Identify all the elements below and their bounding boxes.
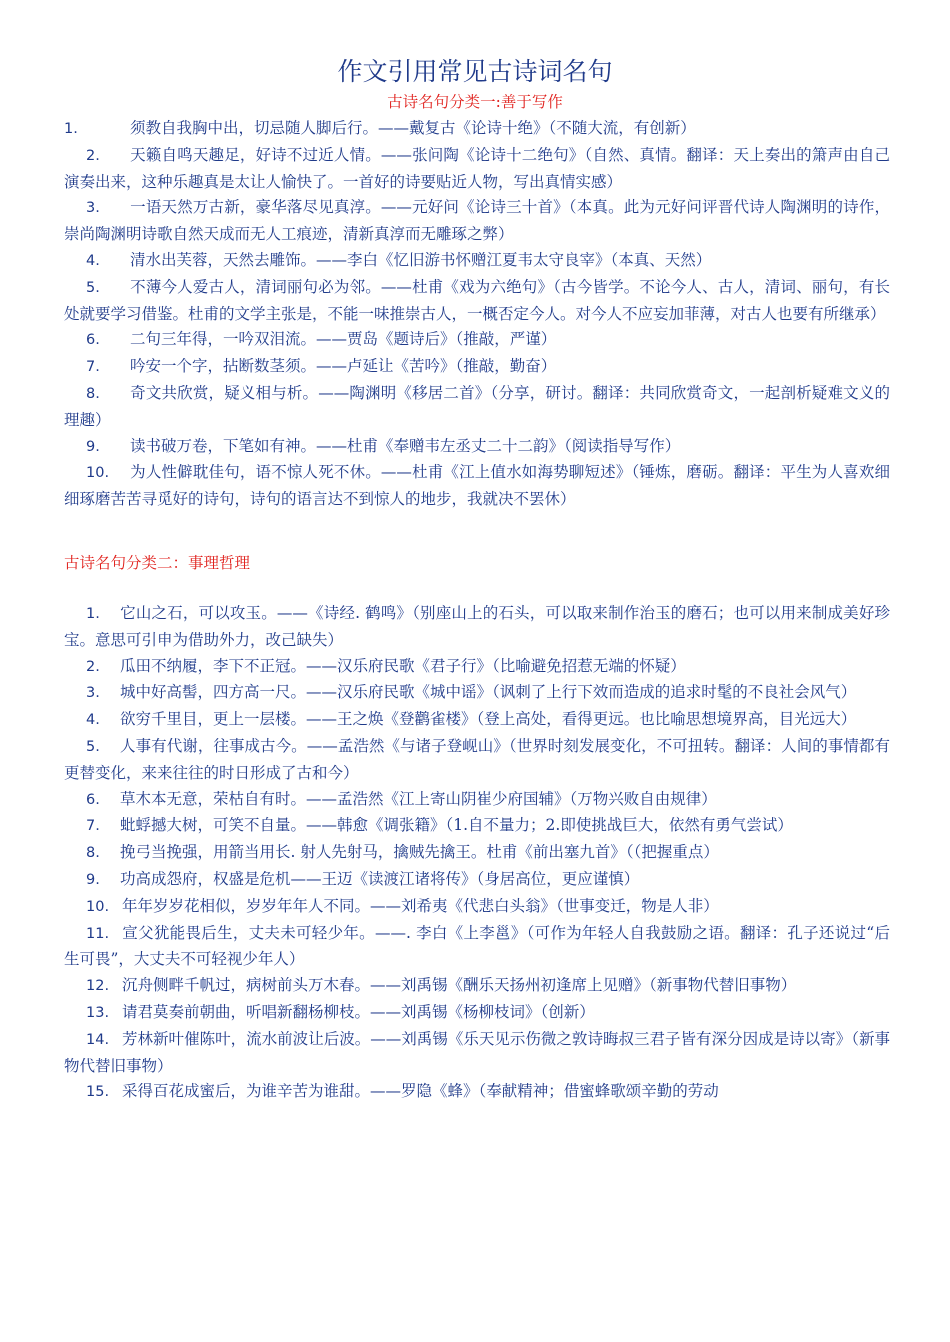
item-number: 2. xyxy=(86,658,100,675)
section-heading-1: 古诗名句分类一:善于写作 xyxy=(387,93,563,111)
quote-item xyxy=(64,1079,890,1106)
item-number: 15. xyxy=(86,1084,110,1101)
item-number: 8. xyxy=(86,845,100,862)
item-text: 功高成怨府，权盛是危机——王迈《读渡江诸将传》（身居高位，更应谨慎） xyxy=(120,869,640,888)
section-heading-2: 古诗名句分类二：事理哲理 xyxy=(64,554,251,572)
quote-item xyxy=(64,460,890,513)
item-number: 10. xyxy=(86,898,110,915)
item-number: 4. xyxy=(86,252,100,269)
quote-item xyxy=(64,601,890,654)
item-text: 采得百花成蜜后，为谁辛苦为谁甜。——罗隐《蜂》（奉献精神；借蜜蜂歌颂辛勤的劳动 xyxy=(122,1082,719,1101)
quote-item xyxy=(64,787,890,814)
quote-item xyxy=(64,894,890,921)
quote-item xyxy=(64,327,890,354)
item-number: 10. xyxy=(86,465,110,482)
quote-item xyxy=(64,143,890,196)
item-number: 6. xyxy=(86,791,100,808)
quote-item xyxy=(64,381,890,434)
item-number: 3. xyxy=(86,200,100,217)
item-text: 瓜田不纳履，李下不正冠。——汉乐府民歌《君子行》（比喻避免招惹无端的怀疑） xyxy=(120,656,686,675)
item-number: 2. xyxy=(86,147,100,164)
quote-item xyxy=(64,840,890,867)
item-text: 宣父犹能畏后生，丈夫未可轻少年。——. 李白《上李邕》（可作为年轻人自我鼓励之语。翻译：孔子还说过“后生可畏”，大丈夫不可轻视少年人） xyxy=(64,923,890,969)
item-text: 为人性僻耽佳句，语不惊人死不休。——杜甫《江上值水如海势聊短述》（锤炼，磨砺。翻译：平生为人喜欢细细琢磨苦苦寻觅好的诗句，诗句的语言达不到惊人的地步，我就决不罢休） xyxy=(64,463,890,509)
quote-item xyxy=(64,1000,890,1027)
item-text: 请君莫奏前朝曲，听唱新翻杨柳枝。——刘禹锡《杨柳枝词》（创新） xyxy=(122,1002,595,1021)
item-number: 1. xyxy=(86,606,100,622)
item-text: 读书破万卷，下笔如有神。——杜甫《奉赠韦左丞丈二十二韵》（阅读指导写作） xyxy=(130,436,681,455)
quote-item xyxy=(64,973,890,1000)
quote-item xyxy=(64,867,890,894)
item-text: 芳林新叶催陈叶，流水前波让后波。——刘禹锡《乐天见示伤微之敦诗晦叔三君子皆有深分因成是诗以寄》（新事物代替旧事物） xyxy=(64,1029,890,1075)
item-number: 7. xyxy=(86,359,100,376)
quote-item xyxy=(64,734,890,787)
item-text: 二句三年得，一吟双泪流。——贾岛《题诗后》（推敲，严谨） xyxy=(130,330,557,349)
item-number: 14. xyxy=(86,1031,110,1048)
item-number: 3. xyxy=(86,685,100,702)
quote-item xyxy=(64,1027,890,1080)
item-text: 奇文共欣赏，疑义相与析。——陶渊明《移居二首》（分享，研讨。翻译：共同欣赏奇文，一起剖析疑难文义的理趣） xyxy=(64,383,890,429)
item-text: 它山之石，可以攻玉。——《诗经. 鹤鸣》（别座山上的石头，可以取来制作治玉的磨石；也可以用来制成美好珍宝。意思可引申为借助外力，改己缺失） xyxy=(64,604,890,649)
item-text: 蚍蜉撼大树，可笑不自量。——韩愈《调张籍》（1.自不量力；2.即使挑战巨大，依然有勇气尝试） xyxy=(120,816,793,835)
item-text: 清水出芙蓉，天然去雕饰。——李白《忆旧游书怀赠江夏韦太守良宰》（本真、天然） xyxy=(130,250,712,269)
item-number: 1. xyxy=(64,121,78,137)
item-number: 12. xyxy=(86,978,110,995)
item-text: 城中好高髻，四方高一尺。——汉乐府民歌《城中谣》（讽刺了上行下效而造成的追求时髦的不良社会风气） xyxy=(120,683,857,702)
quote-item xyxy=(64,921,890,974)
quote-item xyxy=(64,813,890,840)
item-text: 年年岁岁花相似，岁岁年年人不同。——刘希夷《代悲白头翁》（世事变迁，物是人非） xyxy=(122,896,719,915)
item-text: 挽弓当挽强，用箭当用长. 射人先射马，擒贼先擒王。杜甫《前出塞九首》（（把握重点） xyxy=(120,843,719,862)
quote-item xyxy=(64,354,890,381)
quote-item xyxy=(64,707,890,734)
item-number: 7. xyxy=(86,818,100,835)
quote-item xyxy=(64,680,890,707)
item-text: 欲穷千里目，更上一层楼。——王之焕《登鹳雀楼》（登上高处，看得更远。也比喻思想境界高，目光远大） xyxy=(120,710,857,729)
quote-item xyxy=(64,275,890,328)
item-number: 8. xyxy=(86,385,100,402)
document-title: 作文引用常见古诗词名句 xyxy=(337,57,613,86)
item-text: 不薄今人爱古人，清词丽句必为邻。——杜甫《戏为六绝句》（古今皆学。不论今人、古人，清词、丽句，有长处就要学习借鉴。杜甫的文学主张是，不能一味推崇古人，一概否定今人。对今人不应妄加菲薄，对古人也要有所继承） xyxy=(64,277,890,323)
item-text: 沉舟侧畔千帆过，病树前头万木春。——刘禹锡《酬乐天扬州初逢席上见赠》（新事物代替旧事物） xyxy=(122,976,797,995)
quote-item xyxy=(64,434,890,461)
item-text: 人事有代谢，往事成古今。——孟浩然《与诸子登岘山》（世界时刻发展变化，不可扭转。翻译：人间的事情都有更替变化，来来往往的时日形成了古和今） xyxy=(64,736,890,782)
item-number: 5. xyxy=(86,279,100,296)
quote-item xyxy=(64,248,890,275)
quote-item xyxy=(64,654,890,681)
item-text: 吟安一个字，拈断数茎须。——卢延让《苦吟》（推敲，勤奋） xyxy=(130,357,557,376)
item-number: 5. xyxy=(86,738,100,755)
quote-item xyxy=(64,116,890,143)
item-text: 草木本无意，荣枯自有时。——孟浩然《江上寄山阴崔少府国辅》（万物兴败自由规律） xyxy=(120,789,717,808)
item-number: 6. xyxy=(86,332,100,349)
item-number: 4. xyxy=(86,712,100,729)
item-number: 11. xyxy=(86,925,110,942)
quote-item xyxy=(64,195,890,248)
quote-list-2 xyxy=(64,601,890,1106)
item-text: 一语天然万古新，豪华落尽见真淳。——元好问《论诗三十首》（本真。此为元好问评晋代诗人陶渊明的诗作，崇尚陶渊明诗歌自然天成而无人工痕迹，清新真淳而无雕琢之弊） xyxy=(64,198,890,244)
item-number: 9. xyxy=(86,438,100,455)
quote-list-1 xyxy=(64,116,890,513)
item-number: 13. xyxy=(86,1004,110,1021)
item-number: 9. xyxy=(86,871,100,888)
item-text: 天籁自鸣天趣足，好诗不过近人情。——张问陶《论诗十二绝句》（自然、真情。翻译：天上奏出的箫声由自己演奏出来，这种乐趣真是太让人愉快了。一首好的诗要贴近人物，写出真情实感） xyxy=(64,145,890,191)
item-text: 须教自我胸中出，切忌随人脚后行。——戴复古《论诗十绝》（不随大流，有创新） xyxy=(130,119,696,137)
